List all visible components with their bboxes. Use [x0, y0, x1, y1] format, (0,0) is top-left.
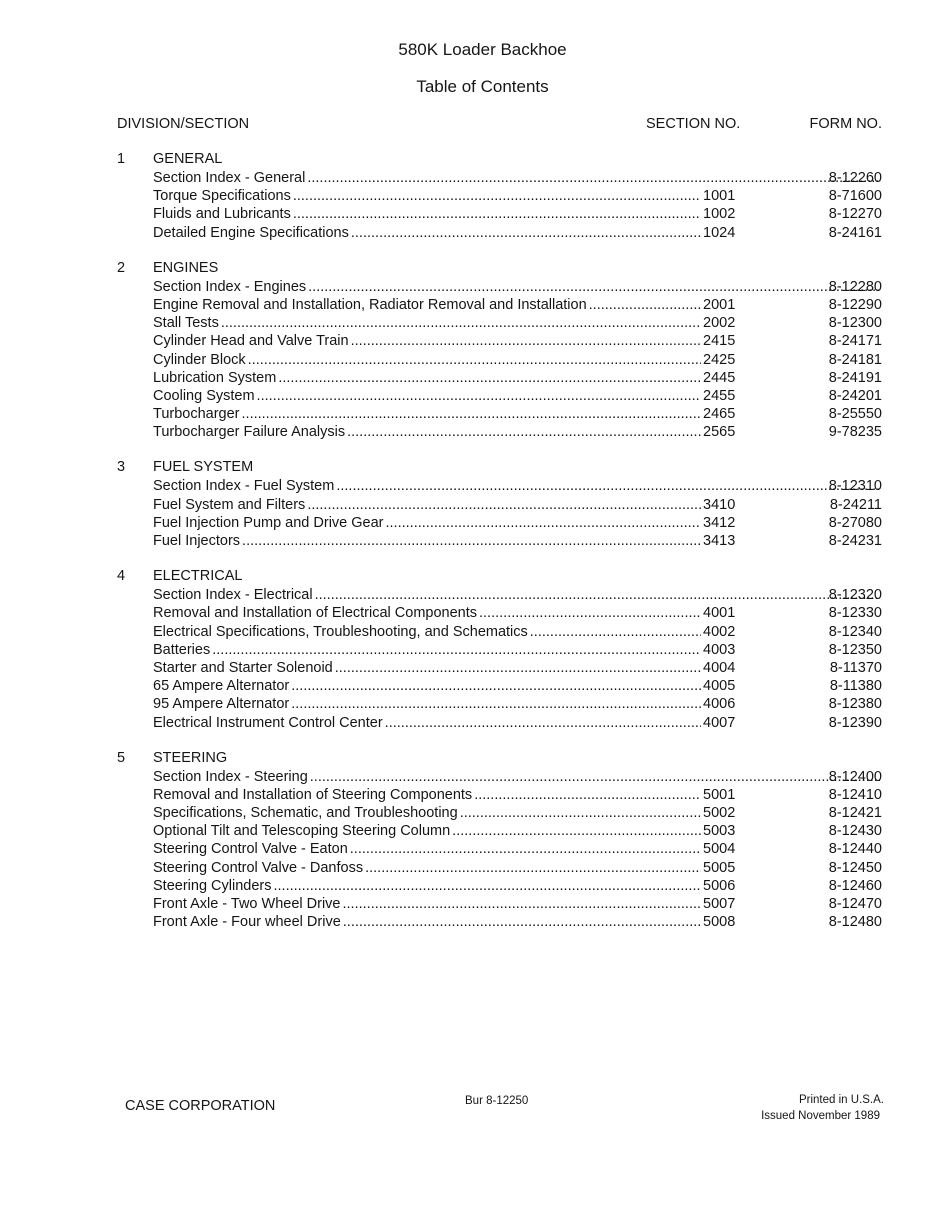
toc-entry-section-number: 5002	[703, 805, 736, 822]
toc-entry	[0, 913, 935, 931]
toc-entry-line	[153, 786, 737, 804]
dot-leader	[221, 314, 701, 332]
toc-entry-form-number: 8-12340	[828, 623, 882, 640]
toc-entry-line	[153, 641, 737, 659]
toc-entry	[0, 351, 935, 369]
toc-entry-line	[153, 877, 737, 895]
toc-entry-title: Electrical Instrument Control Center	[153, 714, 383, 731]
dot-leader	[242, 405, 701, 423]
toc-entry-section-number: 2001	[703, 296, 736, 313]
toc-entry-title: Engine Removal and Installation, Radiator Removal and Installation	[153, 296, 587, 313]
dot-leader	[293, 187, 701, 205]
toc-entry-title: Removal and Installation of Electrical Components	[153, 605, 477, 622]
toc-entry	[0, 369, 935, 387]
toc-entry-section-number: 3410	[703, 496, 736, 513]
toc-entry-line	[153, 514, 737, 532]
toc-entry	[0, 877, 935, 895]
toc-entry-section-number: 2425	[703, 351, 736, 368]
toc-entry-title: Starter and Starter Solenoid	[153, 659, 333, 676]
dot-leader	[474, 786, 701, 804]
toc-entry-section-number: 2465	[703, 406, 736, 423]
column-header-form: FORM NO.	[809, 116, 882, 132]
toc-entry-form-number: 8-12290	[828, 296, 882, 313]
division	[0, 459, 935, 550]
toc-entry-title: Fuel System and Filters	[153, 496, 306, 513]
toc-entry-title: Fuel Injectors	[153, 533, 241, 549]
toc-entry-title: Section Index - Engines	[153, 278, 307, 295]
toc-entry-section-number: 5001	[703, 786, 736, 803]
footer-printed: Printed in U.S.A.	[798, 1094, 884, 1106]
division-heading	[0, 151, 935, 169]
toc-entry	[0, 296, 935, 314]
toc-entry	[0, 387, 935, 405]
dot-leader	[351, 224, 701, 242]
dot-leader	[385, 714, 701, 732]
toc-entry-section-number: 2455	[703, 387, 736, 404]
toc-entry-title: Cylinder Head and Valve Train	[153, 333, 349, 350]
toc-entry-form-number: 8-12280	[828, 278, 882, 295]
toc-entry-title: Steering Cylinders	[153, 877, 272, 894]
division-name: ELECTRICAL	[153, 568, 243, 585]
toc-entry-title: Electrical Specifications, Troubleshooting, and Schematics	[153, 623, 528, 640]
toc-entry-line	[153, 822, 737, 840]
toc-entry-line	[153, 659, 737, 677]
toc-entry-section-number: 5004	[703, 841, 736, 858]
toc-entry-form-number: 8-24211	[829, 496, 882, 513]
toc-entry-title: Fuel Injection Pump and Drive Gear	[153, 514, 384, 531]
column-header-division: DIVISION/SECTION	[117, 116, 250, 132]
toc-entry	[0, 859, 935, 877]
toc-entry	[0, 477, 935, 495]
toc-entry-section-number: 4003	[703, 641, 736, 658]
toc-entry-title: Section Index - Fuel System	[153, 478, 335, 495]
division-name: GENERAL	[153, 151, 223, 167]
division-heading	[0, 260, 935, 278]
toc-entry-line	[153, 768, 882, 786]
toc-entry-line	[153, 351, 737, 369]
toc-entry-line	[153, 677, 737, 695]
toc-entry-title: Specifications, Schematic, and Troubleshooting	[153, 805, 458, 822]
document-subtitle: Table of Contents	[416, 77, 549, 96]
dot-leader	[248, 351, 701, 369]
dot-leader	[365, 859, 701, 877]
division-heading	[0, 568, 935, 586]
toc-entry-title: Stall Tests	[153, 315, 219, 332]
dot-leader	[386, 514, 702, 532]
toc-entry	[0, 314, 935, 332]
footer-bur-number: Bur 8-12250	[465, 1095, 529, 1107]
toc-entry-line	[153, 840, 737, 858]
table-of-contents	[0, 151, 935, 949]
toc-entry-form-number: 8-12270	[828, 206, 882, 223]
toc-entry-title: Steering Control Valve - Danfoss	[153, 859, 364, 876]
toc-entry	[0, 532, 935, 550]
toc-entry-line	[153, 913, 737, 931]
toc-entry-form-number: 8-24181	[828, 351, 882, 368]
dot-leader	[307, 169, 880, 187]
toc-entry	[0, 423, 935, 441]
toc-entry-section-number: 3412	[703, 514, 736, 531]
toc-entry	[0, 496, 935, 514]
toc-entry-title: Turbocharger Failure Analysis	[153, 424, 346, 441]
dot-leader	[351, 332, 701, 350]
toc-entry-line	[153, 477, 882, 495]
toc-entry-form-number: 8-12410	[828, 786, 882, 803]
toc-entry-line	[153, 623, 737, 641]
division	[0, 568, 935, 732]
toc-entry-title: Section Index - Electrical	[153, 587, 313, 604]
toc-entry	[0, 514, 935, 532]
division-name: FUEL SYSTEM	[153, 459, 254, 476]
toc-entry-title: Cylinder Block	[153, 351, 246, 368]
toc-entry-form-number: 8-24201	[828, 387, 882, 404]
toc-entry	[0, 840, 935, 858]
toc-entry-title: Turbocharger	[153, 406, 240, 423]
toc-entry-section-number: 1002	[703, 206, 736, 223]
toc-entry	[0, 169, 935, 187]
toc-entry	[0, 405, 935, 423]
toc-entry	[0, 822, 935, 840]
division-heading	[0, 459, 935, 477]
dot-leader	[310, 768, 880, 786]
toc-entry	[0, 895, 935, 913]
division-number: 2	[117, 259, 126, 276]
footer-issued: Issued November 1989	[761, 1110, 880, 1122]
toc-entry-form-number: 8-12320	[828, 587, 882, 604]
toc-entry	[0, 677, 935, 695]
division	[0, 260, 935, 442]
dot-leader	[273, 877, 701, 895]
dot-leader	[347, 423, 701, 441]
toc-entry-line	[153, 804, 737, 822]
toc-entry-form-number: 8-25550	[828, 406, 882, 423]
division	[0, 750, 935, 932]
toc-entry-line	[153, 278, 882, 296]
toc-entry-title: Section Index - Steering	[153, 768, 308, 785]
toc-entry-form-number: 8-12300	[828, 315, 882, 332]
toc-entry-line	[153, 496, 737, 514]
dot-leader	[460, 804, 701, 822]
toc-entry-title: Section Index - General	[153, 170, 306, 186]
dot-leader	[291, 695, 701, 713]
toc-entry-line	[153, 169, 882, 187]
toc-entry-line	[153, 205, 737, 223]
division	[0, 151, 935, 242]
toc-entry-section-number: 3413	[703, 533, 736, 549]
toc-entry-section-number: 5008	[703, 914, 736, 931]
toc-entry	[0, 278, 935, 296]
toc-entry	[0, 205, 935, 223]
toc-entry-section-number: 5003	[703, 823, 736, 840]
toc-entry-line	[153, 187, 737, 205]
toc-entry-form-number: 8-12400	[828, 768, 882, 785]
toc-entry-line	[153, 604, 737, 622]
toc-entry-line	[153, 314, 737, 332]
toc-entry	[0, 804, 935, 822]
division-name: STEERING	[153, 749, 228, 766]
toc-entry-form-number: 8-12450	[828, 859, 882, 876]
toc-entry-title: Cooling System	[153, 387, 255, 404]
toc-entry-title: Removal and Installation of Steering Components	[153, 786, 473, 803]
toc-entry-section-number: 4005	[703, 678, 736, 695]
division-number: 5	[117, 749, 126, 766]
toc-entry-form-number: 8-12440	[828, 841, 882, 858]
dot-leader	[336, 477, 880, 495]
toc-entry-title: Steering Control Valve - Eaton	[153, 841, 348, 858]
toc-entry-form-number: 8-12310	[828, 478, 882, 495]
toc-entry-form-number: 8-12470	[828, 896, 882, 912]
division-name: ENGINES	[153, 259, 219, 276]
toc-entry-line	[153, 387, 737, 405]
toc-entry-line	[153, 296, 737, 314]
toc-entry-form-number: 8-24231	[828, 533, 882, 549]
toc-entry	[0, 786, 935, 804]
toc-entry-form-number: 8-27080	[828, 514, 882, 531]
toc-entry-section-number: 4007	[703, 714, 736, 731]
toc-entry	[0, 714, 935, 732]
footer-company: CASE CORPORATION	[125, 1098, 276, 1114]
toc-entry-line	[153, 369, 737, 387]
dot-leader	[242, 532, 701, 550]
toc-entry-form-number: 8-11380	[829, 678, 882, 695]
column-header-section: SECTION NO.	[646, 116, 741, 132]
division-number: 3	[117, 459, 126, 476]
toc-entry-form-number: 8-24171	[828, 333, 882, 350]
toc-entry-form-number: 8-71600	[828, 188, 882, 205]
toc-entry-form-number: 8-12330	[828, 605, 882, 622]
dot-leader	[479, 604, 701, 622]
toc-entry-title: Optional Tilt and Telescoping Steering Column	[153, 823, 451, 840]
document-title: 580K Loader Backhoe	[398, 40, 567, 59]
division-number: 1	[117, 151, 126, 167]
dot-leader	[293, 205, 701, 223]
toc-entry-line	[153, 332, 737, 350]
dot-leader	[589, 296, 701, 314]
toc-entry	[0, 623, 935, 641]
toc-entry	[0, 332, 935, 350]
dot-leader	[278, 369, 701, 387]
toc-entry-title: Batteries	[153, 641, 211, 658]
toc-entry-form-number: 8-12430	[828, 823, 882, 840]
toc-entry-line	[153, 714, 737, 732]
toc-entry-line	[153, 423, 737, 441]
toc-entry	[0, 224, 935, 242]
toc-entry-section-number: 2002	[703, 315, 736, 332]
toc-entry-form-number: 8-12380	[828, 696, 882, 713]
toc-entry-line	[153, 532, 737, 550]
toc-entry-section-number: 4004	[703, 659, 736, 676]
toc-entry-section-number: 1001	[703, 188, 736, 205]
toc-entry	[0, 659, 935, 677]
toc-entry	[0, 695, 935, 713]
toc-entry-section-number: 5006	[703, 877, 736, 894]
toc-entry-section-number: 5005	[703, 859, 736, 876]
toc-entry-title: Lubrication System	[153, 369, 277, 386]
toc-entry-form-number: 8-12460	[828, 877, 882, 894]
dot-leader	[307, 496, 701, 514]
toc-entry	[0, 187, 935, 205]
toc-entry-form-number: 8-12390	[828, 714, 882, 731]
toc-entry-form-number: 9-78235	[828, 424, 882, 441]
toc-entry-form-number: 8-11370	[829, 659, 882, 676]
dot-leader	[452, 822, 701, 840]
toc-entry-line	[153, 859, 737, 877]
toc-entry	[0, 604, 935, 622]
toc-entry-section-number: 2565	[703, 424, 736, 441]
toc-entry-line	[153, 405, 737, 423]
toc-entry-section-number: 4006	[703, 696, 736, 713]
toc-entry-section-number: 4001	[703, 605, 736, 622]
toc-entry-title: Front Axle - Two Wheel Drive	[153, 896, 341, 912]
dot-leader	[350, 840, 701, 858]
toc-entry-title: Torque Specifications	[153, 188, 291, 205]
toc-entry-section-number: 2445	[703, 369, 736, 386]
toc-entry-title: Fluids and Lubricants	[153, 206, 291, 223]
toc-entry-form-number: 8-24161	[828, 224, 882, 241]
toc-entry-form-number: 8-12260	[828, 170, 882, 186]
toc-entry-section-number: 1024	[703, 224, 736, 241]
toc-entry-form-number: 8-12421	[828, 805, 882, 822]
toc-entry-line	[153, 224, 737, 242]
dot-leader	[212, 641, 701, 659]
toc-entry-line	[153, 895, 737, 913]
toc-entry-section-number: 2415	[703, 333, 736, 350]
toc-entry-line	[153, 586, 882, 604]
division-heading	[0, 750, 935, 768]
toc-entry-title: 65 Ampere Alternator	[153, 678, 290, 695]
toc-entry	[0, 641, 935, 659]
dot-leader	[343, 895, 702, 913]
toc-entry-form-number: 8-12480	[828, 914, 882, 931]
dot-leader	[257, 387, 701, 405]
toc-entry-title: 95 Ampere Alternator	[153, 696, 290, 713]
toc-entry-form-number: 8-24191	[828, 369, 882, 386]
toc-entry	[0, 768, 935, 786]
division-number: 4	[117, 568, 126, 585]
toc-entry-section-number: 4002	[703, 623, 736, 640]
dot-leader	[315, 586, 880, 604]
dot-leader	[335, 659, 701, 677]
dot-leader	[343, 913, 701, 931]
toc-entry-section-number: 5007	[703, 896, 736, 912]
toc-entry-form-number: 8-12350	[828, 641, 882, 658]
dot-leader	[308, 278, 880, 296]
dot-leader	[530, 623, 701, 641]
toc-entry-line	[153, 695, 737, 713]
toc-entry	[0, 586, 935, 604]
toc-entry-title: Front Axle - Four wheel Drive	[153, 914, 341, 931]
toc-entry-title: Detailed Engine Specifications	[153, 224, 349, 241]
dot-leader	[291, 677, 701, 695]
